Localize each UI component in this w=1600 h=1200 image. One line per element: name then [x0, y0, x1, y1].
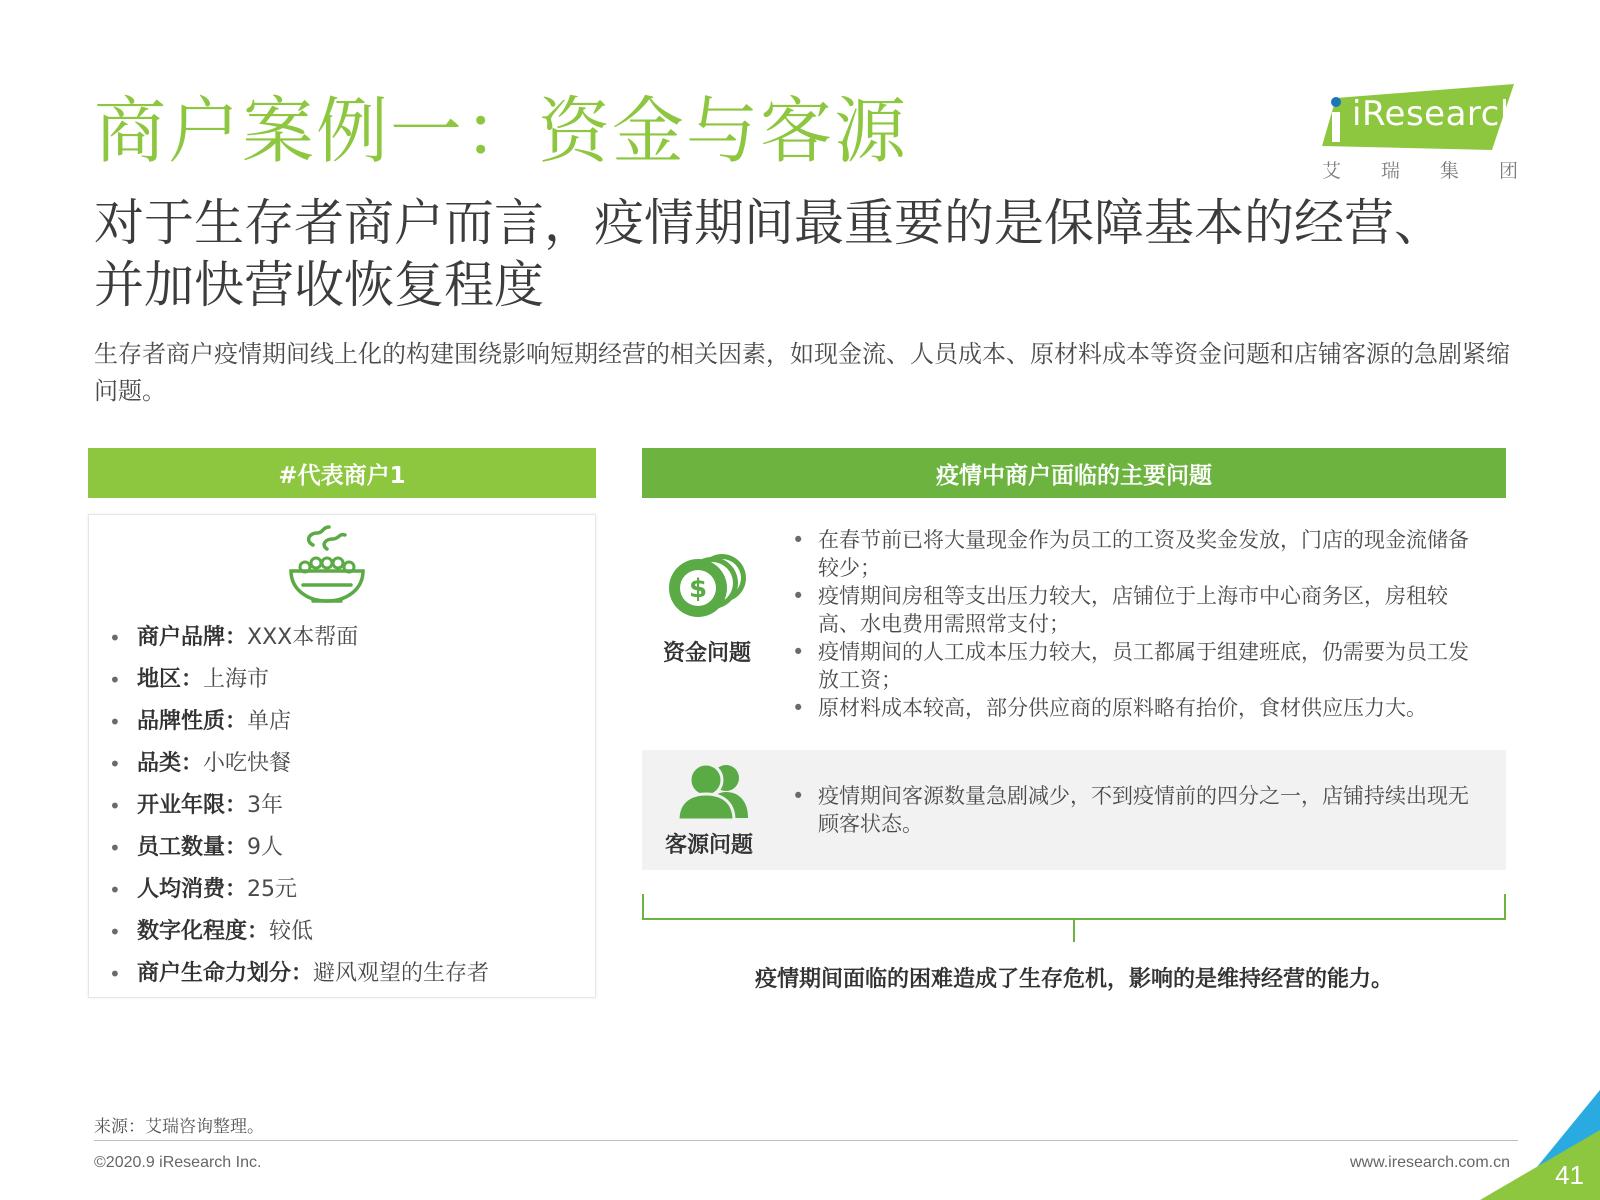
list-item: • 地区：上海市 [109, 659, 489, 701]
customer-issue-block [642, 750, 1506, 870]
funds-issue-label: 资金问题 [662, 641, 751, 666]
list-item: • 开业年限：3年 [109, 785, 489, 827]
funds-issue-list [788, 526, 1488, 722]
logo-subtitle [1322, 156, 1518, 183]
customer-issue-list [788, 782, 1488, 838]
website-link[interactable]: www.iresearch.com.cn [1349, 1154, 1510, 1171]
logo-wordmark: iResearch [1352, 94, 1522, 134]
list-item: • 疫情期间客源数量急剧减少，不到疫情前的四分之一，店铺持续出现无顾客状态。 [788, 782, 1488, 838]
intro-paragraph: 生存者商户疫情期间线上化的构建围绕影响短期经营的相关因素，如现金流、人员成本、原材料成本等资金问题和店铺客源的急剧紧缩问题。 [94, 340, 1510, 405]
iresearch-logo [1322, 84, 1522, 184]
list-item: • 品牌性质：单店 [109, 701, 489, 743]
issues-header: 疫情中商户面临的主要问题 [642, 448, 1506, 498]
noodle-bowl-icon [283, 523, 371, 607]
copyright-text: ©2020.9 iResearch Inc. [94, 1154, 262, 1171]
list-item: • 商户生命力划分：避风观望的生存者 [109, 953, 489, 995]
list-item: • 员工数量：9人 [109, 827, 489, 869]
subtitle: 对于生存者商户而言，疫情期间最重要的是保障基本的经营、并加快营收恢复程度 [94, 194, 1444, 314]
logo-char: 艾 [1322, 160, 1342, 182]
logo-char: 瑞 [1380, 160, 1400, 182]
list-item: • 品类：小吃快餐 [109, 743, 489, 785]
merchant-header: #代表商户1 [88, 448, 596, 498]
footer-divider [94, 1140, 1518, 1141]
coins-icon [664, 550, 750, 618]
page-title: 商户案例一：资金与客源 [94, 89, 909, 173]
list-item: • 疫情期间房租等支出压力较大，店铺位于上海市中心商务区，房租较高、水电费用需照常支付； [788, 582, 1488, 638]
list-item: • 商户品牌：XXX本帮面 [109, 617, 489, 659]
logo-char: 集 [1439, 160, 1459, 182]
summary-bracket [642, 894, 1506, 944]
list-item: • 人均消费：25元 [109, 869, 489, 911]
list-item: • 疫情期间的人工成本压力较大，员工都属于组建班底，仍需要为员工发放工资； [788, 638, 1488, 694]
users-icon [676, 760, 752, 822]
page-number: 41 [1555, 1160, 1584, 1190]
list-item: • 原材料成本较高，部分供应商的原料略有抬价，食材供应压力大。 [788, 694, 1488, 722]
merchant-info-list [109, 617, 489, 995]
list-item: • 在春节前已将大量现金作为员工的工资及奖金发放，门店的现金流储备较少； [788, 526, 1488, 582]
svg-text:$: $ [688, 574, 708, 604]
merchant-card [88, 514, 596, 998]
conclusion-text: 疫情期间面临的困难造成了生存危机，影响的是维持经营的能力。 [754, 967, 1393, 992]
list-item: • 数字化程度：较低 [109, 911, 489, 953]
funds-issue-block [642, 520, 1506, 738]
customer-issue-label: 客源问题 [664, 833, 753, 858]
source-note: 来源：艾瑞咨询整理。 [94, 1117, 264, 1137]
logo-char: 团 [1498, 160, 1518, 182]
